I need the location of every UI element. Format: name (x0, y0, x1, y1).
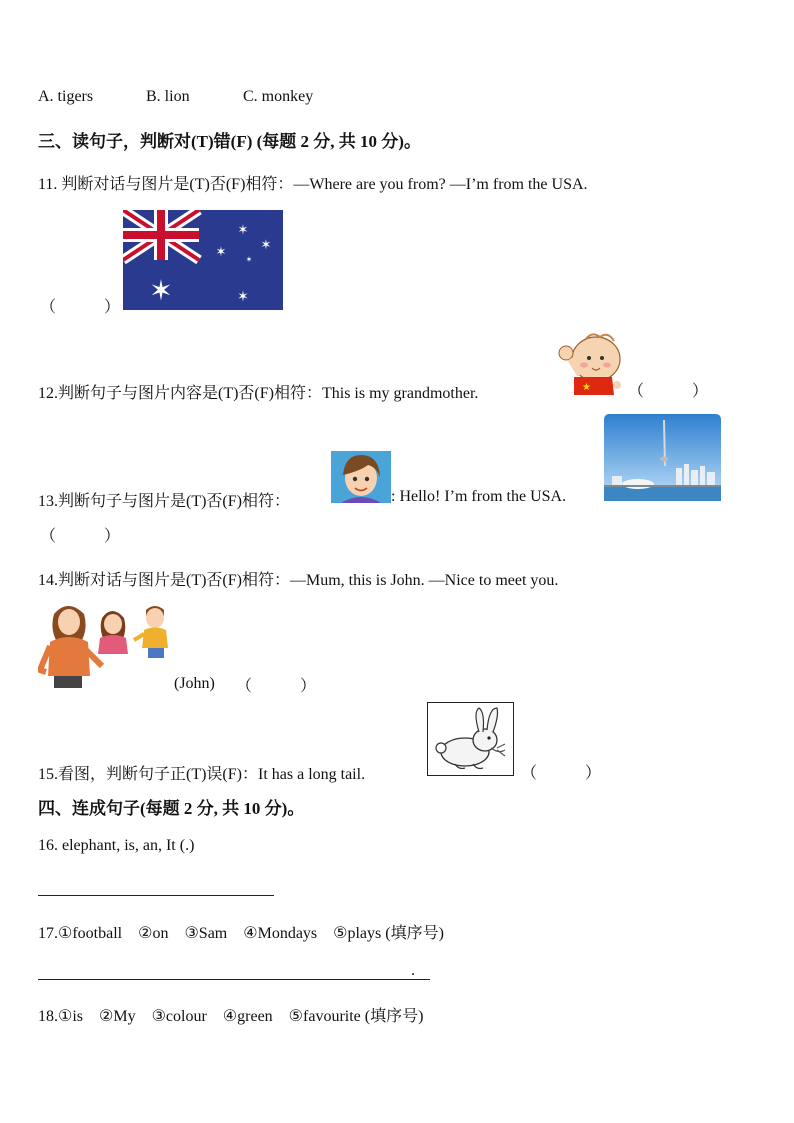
john-label: (John) (174, 675, 215, 692)
q17-text: 17.①football ②on ③Sam ④Mondays ⑤plays (填序号) (38, 925, 444, 942)
option-b: B. lion (146, 88, 190, 105)
section-3-heading: 三、读句子，判断对(T)错(F) (每题 2 分, 共 10 分)。 (38, 132, 421, 151)
baby-image (556, 333, 624, 399)
svg-text:✶: ✶ (245, 255, 253, 264)
q16-text: 16. elephant, is, an, It (.) (38, 837, 195, 854)
q13-text-before: 13.判断句子与图片是(T)否(F)相符： (38, 493, 290, 510)
svg-text:✶: ✶ (260, 238, 272, 253)
rabbit-image (427, 702, 514, 776)
option-c: C. monkey (243, 88, 314, 105)
family-introduction-image (38, 600, 174, 690)
q11-answer-paren[interactable]: （ ） (40, 299, 121, 316)
svg-text:✶: ✶ (237, 289, 249, 305)
q16-answer-line[interactable] (38, 895, 274, 896)
toronto-skyline-image (604, 414, 721, 501)
q13-answer-paren[interactable]: （ ） (40, 528, 121, 545)
q15-answer-paren[interactable]: （ ） (521, 765, 602, 782)
australia-flag-image (123, 210, 283, 310)
q15-text: 15.看图，判断句子正(T)误(F)：It has a long tail. (38, 766, 366, 783)
svg-text:✶: ✶ (237, 223, 249, 238)
svg-text:✶: ✶ (149, 274, 173, 307)
svg-text:✶: ✶ (215, 245, 227, 260)
q12-text: 12.判断句子与图片内容是(T)否(F)相符：This is my grandmother. (38, 385, 479, 402)
q17-end-mark: . (411, 962, 415, 979)
svg-text:★: ★ (582, 382, 591, 393)
q14-answer-paren[interactable]: （ ） (236, 678, 317, 695)
boy-portrait-image (331, 451, 391, 503)
section-4-heading: 四、连成句子(每题 2 分, 共 10 分)。 (38, 799, 305, 818)
q13-text-after: : Hello! I’m from the USA. (391, 488, 567, 505)
q18-text: 18.①is ②My ③colour ④green ⑤favourite (填序号) (38, 1008, 424, 1025)
option-a: A. tigers (38, 88, 94, 105)
q17-answer-line[interactable] (38, 979, 430, 980)
q14-text: 14.判断对话与图片是(T)否(F)相符：—Mum, this is John. —Nice to meet you. (38, 572, 559, 589)
q11-text: 11. 判断对话与图片是(T)否(F)相符：—Where are you from? —I’m from the USA. (38, 176, 588, 193)
q12-answer-paren[interactable]: （ ） (628, 383, 709, 400)
